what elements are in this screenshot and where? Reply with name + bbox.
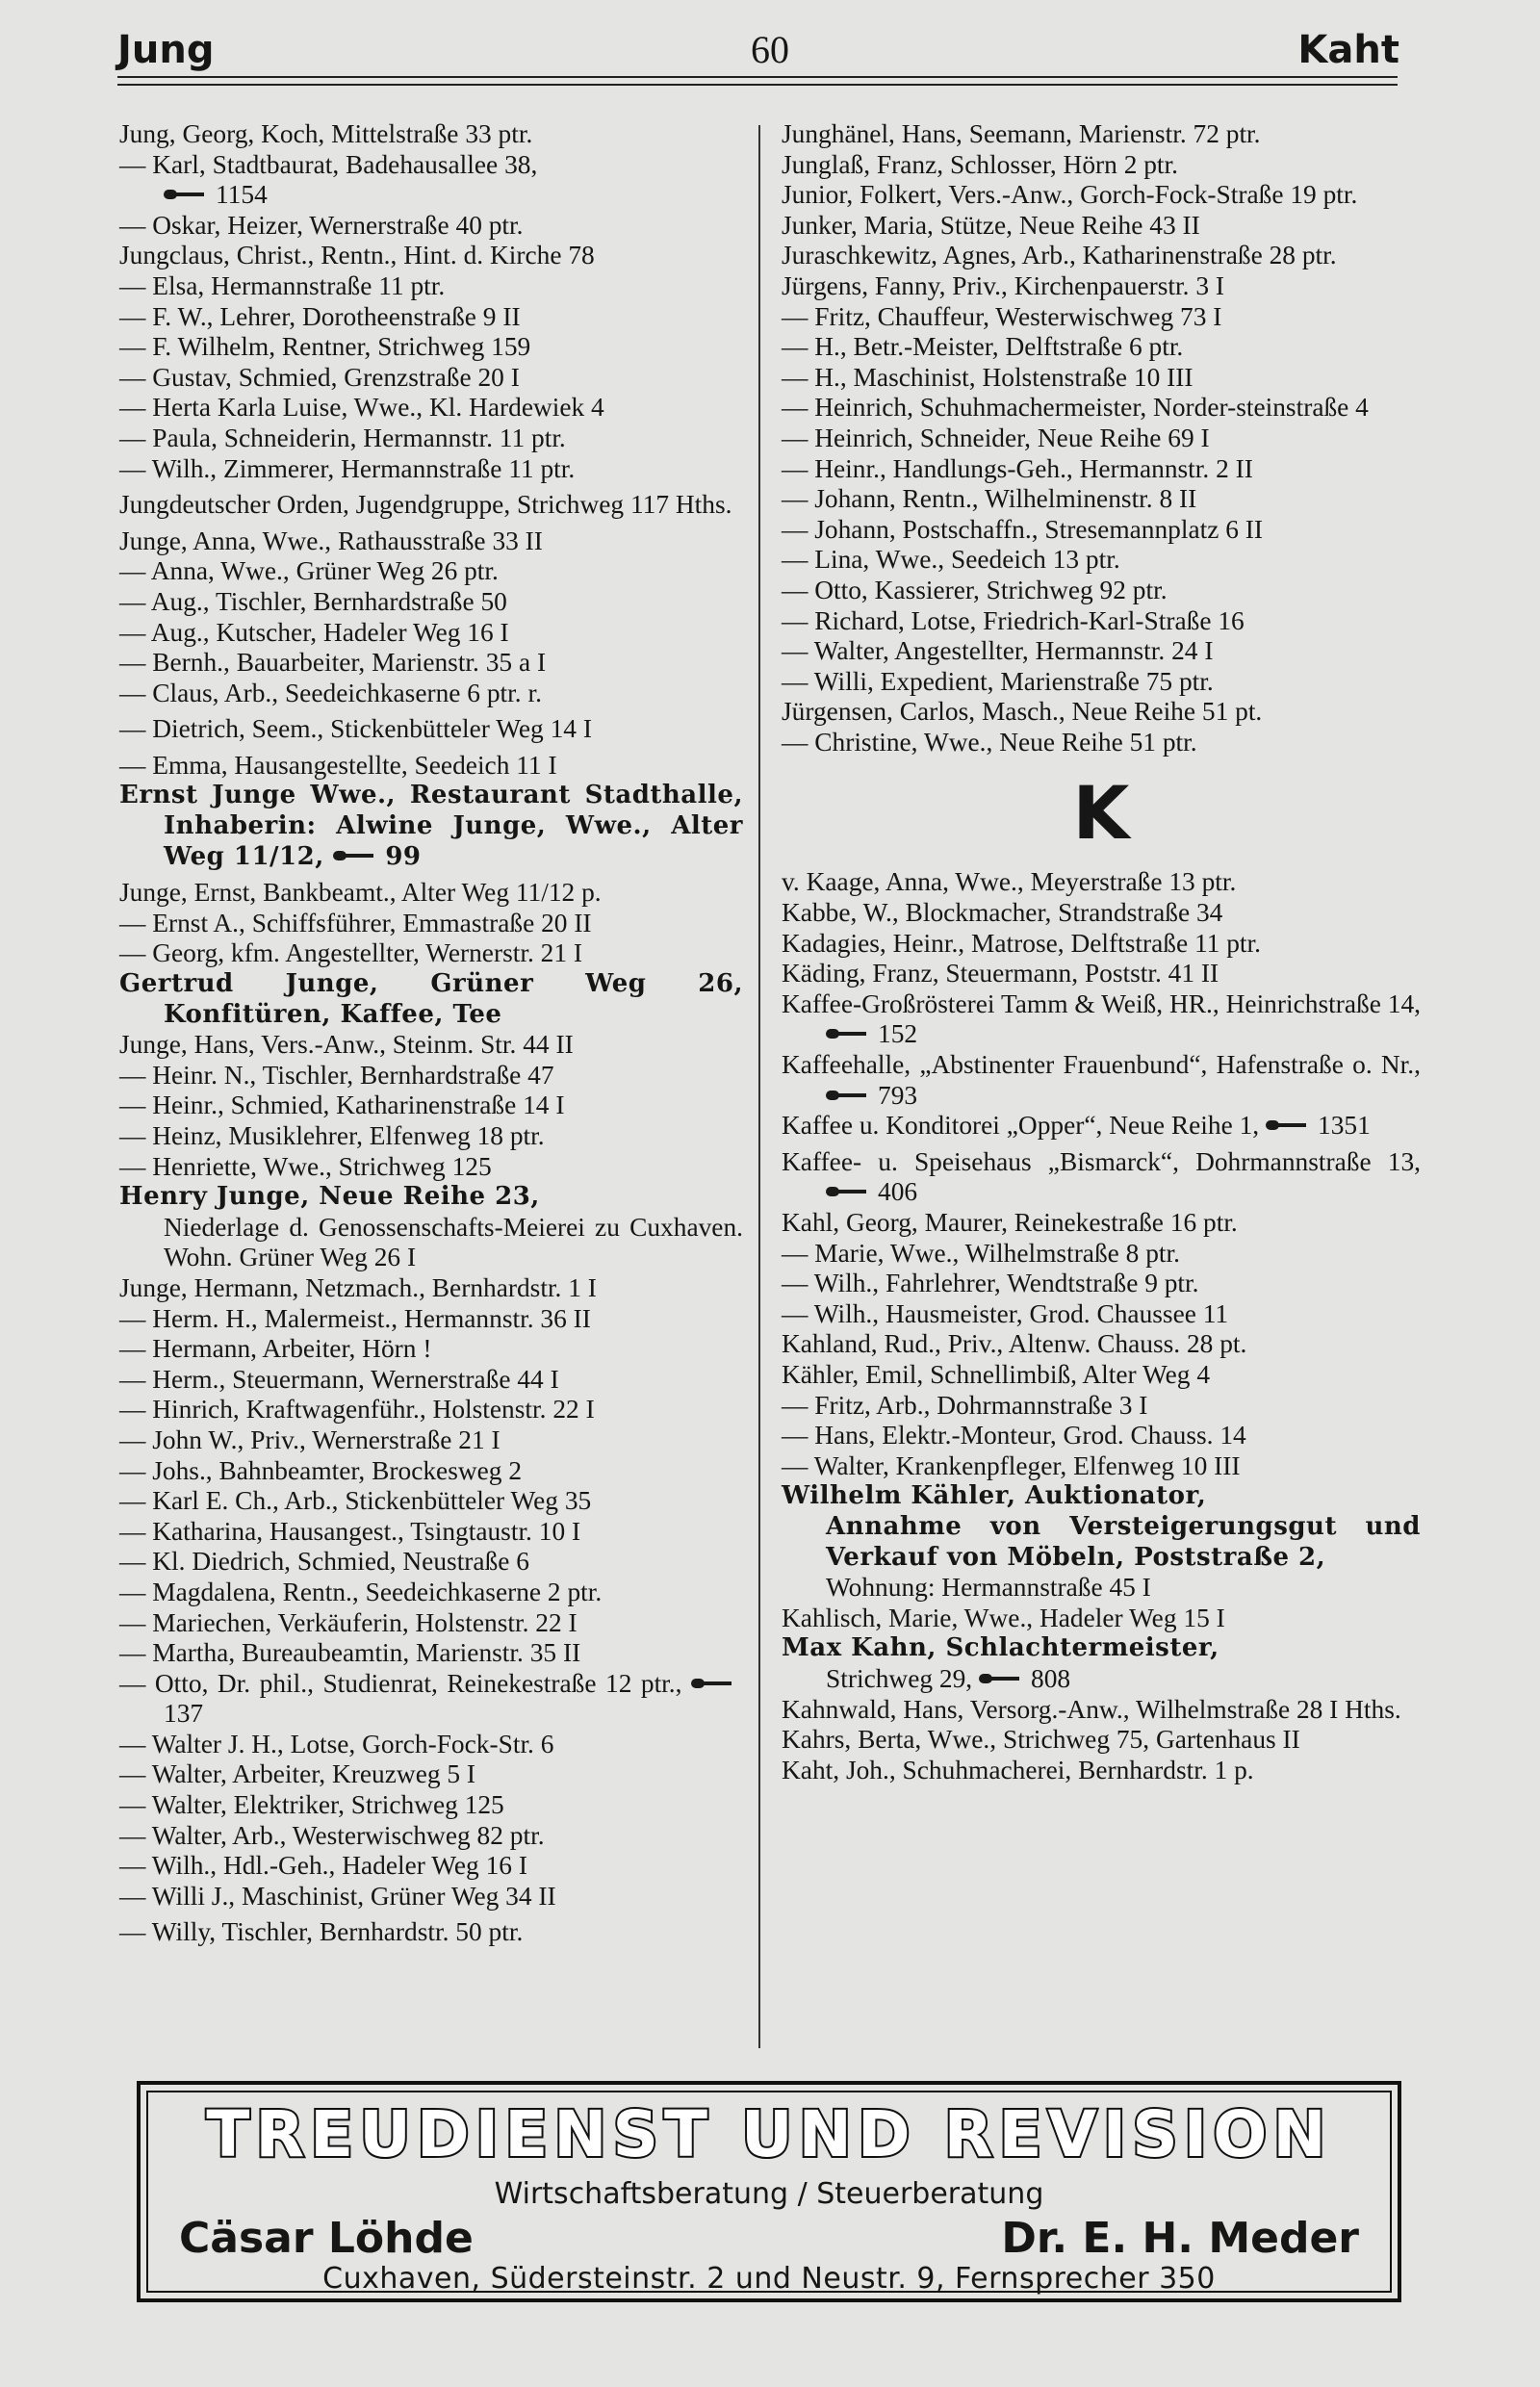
entry-text: Jürgens, Fanny, Priv., Kirchenpauerstr. 3 I	[782, 270, 1224, 300]
entry-text: — Gustav, Schmied, Grenzstraße 20 I	[119, 362, 520, 392]
directory-entry	[782, 332, 1421, 363]
header-last-name: Kaht	[1297, 28, 1399, 72]
directory-entry	[119, 1730, 743, 1760]
telephone-icon	[1266, 1118, 1314, 1132]
directory-entry	[119, 969, 743, 1030]
directory-entry	[119, 424, 743, 454]
entry-text: Wohnung: Hermannstraße 45 I	[826, 1573, 1151, 1603]
directory-entry	[782, 1512, 1421, 1573]
directory-entry	[782, 515, 1421, 546]
directory-entry	[782, 241, 1421, 271]
telephone-icon	[164, 188, 212, 201]
entry-text: — Willi J., Maschinist, Grüner Weg 34 II	[119, 1881, 556, 1911]
directory-entry	[119, 878, 743, 909]
directory-entry	[119, 241, 743, 271]
entry-text: Junge, Hans, Vers.-Anw., Steinm. Str. 44 II	[119, 1030, 574, 1060]
entry-text: Gertrud Junge, Grüner Weg 26, Konfitüren, Kaffee, Tee	[119, 969, 743, 1029]
entry-text: — Martha, Bureaubeamtin, Marienstr. 35 II	[119, 1638, 581, 1668]
entry-text: — Georg, kfm. Angestellter, Wernerstr. 21 I	[119, 938, 583, 968]
directory-entry	[782, 1421, 1421, 1451]
entry-text: — Heinrich, Schneider, Neue Reihe 69 I	[782, 423, 1210, 452]
entry-text: — Fritz, Arb., Dohrmannstraße 3 I	[782, 1390, 1148, 1420]
directory-entry	[782, 606, 1421, 637]
entry-text: — Walter, Elektriker, Strichweg 125	[119, 1790, 504, 1820]
left-column	[119, 119, 743, 1948]
entry-text: Junglaß, Franz, Schlosser, Hörn 2 ptr.	[782, 149, 1178, 179]
entry-text: — Otto, Dr. phil., Studienrat, Reinekestraße 12 ptr.,	[119, 1668, 682, 1698]
directory-entry	[119, 556, 743, 587]
header-first-name: Jung	[117, 28, 215, 72]
advertisement-box	[137, 2081, 1401, 2302]
directory-entry	[782, 454, 1421, 485]
directory-entry	[782, 484, 1421, 515]
phone-number: 152	[878, 1019, 918, 1049]
directory-entry	[782, 667, 1421, 698]
directory-entry	[119, 1456, 743, 1487]
directory-entry	[782, 1269, 1421, 1299]
directory-entry	[782, 1111, 1421, 1142]
directory-entry	[119, 1061, 743, 1091]
header-rule	[117, 76, 1398, 78]
entry-text: — Christine, Wwe., Neue Reihe 51 ptr.	[782, 727, 1197, 757]
directory-entry	[119, 1273, 743, 1304]
advertisement-address: Cuxhaven, Südersteinstr. 2 und Neustr. 9, Fernsprecher 350	[322, 2262, 1216, 2296]
entry-text: — Aug., Kutscher, Hadeler Weg 16 I	[119, 617, 509, 647]
entry-text: — Henriette, Wwe., Strichweg 125	[119, 1151, 492, 1181]
entry-text: Kahlisch, Marie, Wwe., Hadeler Weg 15 I	[782, 1603, 1225, 1632]
directory-entry	[782, 1147, 1421, 1208]
entry-text: Junghänel, Hans, Seemann, Marienstr. 72 ptr.	[782, 119, 1261, 148]
entry-text: — Marie, Wwe., Wilhelmstraße 8 ptr.	[782, 1238, 1180, 1268]
entry-text: Jürgensen, Carlos, Masch., Neue Reihe 51 pt.	[782, 697, 1263, 727]
directory-entry	[782, 1481, 1421, 1512]
entry-text: Annahme von Versteigerungsgut und Verkauf von Möbeln, Poststraße 2,	[826, 1511, 1421, 1572]
directory-entry	[782, 867, 1421, 898]
entry-text: Kaffee-Großrösterei Tamm & Weiß, HR., Heinrichstraße 14,	[782, 988, 1421, 1018]
telephone-icon	[691, 1677, 739, 1690]
entry-text: Junge, Ernst, Bankbeamt., Alter Weg 11/12 p.	[119, 878, 602, 908]
entry-text: — Willi, Expedient, Marienstraße 75 ptr.	[782, 666, 1214, 696]
directory-entry	[119, 1486, 743, 1517]
entry-text: — Johann, Postschaffn., Stresemannplatz 6 II	[782, 514, 1264, 544]
directory-entry	[119, 938, 743, 969]
entry-text: Jungclaus, Christ., Rentn., Hint. d. Kirche 78	[119, 241, 595, 270]
directory-entry	[782, 1299, 1421, 1330]
entry-text: Kadagies, Heinr., Matrose, Delftstraße 11 ptr.	[782, 928, 1261, 958]
directory-entry	[782, 1451, 1421, 1482]
directory-entry	[782, 576, 1421, 606]
phone-number: 137	[164, 1699, 204, 1729]
directory-entry	[782, 898, 1421, 929]
entry-text: Junge, Hermann, Netzmach., Bernhardstr. 1 I	[119, 1272, 597, 1302]
directory-entry	[119, 781, 743, 872]
entry-text: — Willy, Tischler, Bernhardstr. 50 ptr.	[119, 1917, 524, 1947]
entry-text: — Oskar, Heizer, Wernerstraße 40 ptr.	[119, 210, 524, 240]
entry-text: — Kl. Diedrich, Schmied, Neustraße 6	[119, 1547, 529, 1577]
directory-entry	[782, 636, 1421, 667]
entry-text: Käding, Franz, Steuermann, Poststr. 41 II	[782, 959, 1219, 988]
entry-text: Kahnwald, Hans, Versorg.-Anw., Wilhelmstraße 28 I Hths.	[782, 1694, 1401, 1724]
entry-text: Kähler, Emil, Schnellimbiß, Alter Weg 4	[782, 1359, 1211, 1389]
entry-text: — Emma, Hausangestellte, Seedeich 11 I	[119, 750, 557, 780]
directory-entry	[119, 1395, 743, 1425]
telephone-icon	[826, 1027, 874, 1040]
directory-entry	[782, 1208, 1421, 1239]
entry-text: — Karl E. Ch., Arb., Stickenbütteler Weg 35	[119, 1486, 592, 1516]
directory-entry	[782, 929, 1421, 960]
directory-entry	[119, 1030, 743, 1061]
directory-entry	[782, 1050, 1421, 1111]
entry-text: — Anna, Wwe., Grüner Weg 26 ptr.	[119, 556, 499, 586]
entry-text: Strichweg 29,	[826, 1663, 973, 1693]
directory-entry	[119, 1608, 743, 1639]
entry-text: — Magdalena, Rentn., Seedeichkaserne 2 ptr.	[119, 1577, 603, 1606]
entry-text: — F. Wilhelm, Rentner, Strichweg 159	[119, 332, 531, 362]
directory-entry	[119, 1917, 743, 1948]
directory-entry	[782, 697, 1421, 728]
entry-text: — Mariechen, Verkäuferin, Holstenstr. 22 I	[119, 1607, 578, 1637]
entry-text: Niederlage d. Genossenschafts-Meierei zu Cuxhaven. Wohn. Grüner Weg 26 I	[164, 1212, 743, 1272]
directory-entry	[782, 1329, 1421, 1360]
entry-text: — Heinrich, Schuhmachermeister, Norder-steinstraße 4	[782, 393, 1369, 423]
entry-text: Kaffee u. Konditorei „Opper“, Neue Reihe 1,	[782, 1111, 1260, 1141]
entry-text: — F. W., Lehrer, Dorotheenstraße 9 II	[119, 301, 521, 331]
directory-entry	[782, 959, 1421, 989]
entry-text: — Karl, Stadtbaurat, Badehausallee 38,	[119, 149, 538, 179]
entry-text: — Walter J. H., Lotse, Gorch-Fock-Str. 6	[119, 1729, 554, 1758]
entry-text: — Claus, Arb., Seedeichkaserne 6 ptr. r.	[119, 678, 542, 707]
directory-entry	[119, 1213, 743, 1273]
entry-text: — H., Betr.-Meister, Delftstraße 6 ptr.	[782, 332, 1184, 362]
directory-entry	[119, 150, 743, 181]
entry-text: Junior, Folkert, Vers.-Anw., Gorch-Fock-Straße 19 ptr.	[782, 180, 1358, 210]
entry-text: Kahrs, Berta, Wwe., Strichweg 75, Gartenhaus II	[782, 1725, 1300, 1755]
directory-entry	[119, 1121, 743, 1152]
entry-text: — Aug., Tischler, Bernhardstraße 50	[119, 586, 507, 616]
right-column	[782, 119, 1421, 1785]
entry-text: Ernst Junge Wwe., Restaurant Stadthalle, Inhaberin: Alwine Junge, Wwe., Alter Weg 11/12,	[119, 781, 743, 871]
advertisement-name-right: Dr. E. H. Meder	[1001, 2214, 1359, 2263]
directory-entry	[782, 1573, 1421, 1604]
directory-entry	[119, 1334, 743, 1365]
directory-entry	[119, 1091, 743, 1121]
entry-text: — Hinrich, Kraftwagenführ., Holstenstr. 22 I	[119, 1395, 595, 1424]
entry-text: — Paula, Schneiderin, Hermannstr. 11 ptr.	[119, 423, 566, 452]
directory-entry	[782, 1664, 1421, 1695]
directory-entry	[119, 679, 743, 709]
entry-text: — Wilh., Hausmeister, Grod. Chaussee 11	[782, 1298, 1229, 1328]
entry-text: Henry Junge, Neue Reihe 23,	[119, 1182, 540, 1212]
directory-entry	[782, 1360, 1421, 1391]
entry-text: — Bernh., Bauarbeiter, Marienstr. 35 a I	[119, 648, 547, 678]
entry-text: — Hermann, Arbeiter, Hörn !	[119, 1334, 432, 1364]
entry-text: Jung, Georg, Koch, Mittelstraße 33 ptr.	[119, 119, 533, 148]
phone-number: 406	[878, 1177, 918, 1207]
directory-entry	[119, 1425, 743, 1456]
phone-number: 808	[1031, 1663, 1071, 1693]
entry-text: Kahl, Georg, Maurer, Reinekestraße 16 ptr.	[782, 1208, 1238, 1237]
entry-text: — Johs., Bahnbeamter, Brockesweg 2	[119, 1455, 523, 1485]
entry-text: — Fritz, Chauffeur, Westerwischweg 73 I	[782, 301, 1222, 331]
entry-text: — Lina, Wwe., Seedeich 13 ptr.	[782, 545, 1120, 575]
directory-entry	[119, 1821, 743, 1852]
advertisement-name-left: Cäsar Löhde	[179, 2214, 474, 2263]
directory-entry	[119, 1547, 743, 1578]
entry-text: — Elsa, Hermannstraße 11 ptr.	[119, 270, 446, 300]
directory-entry	[119, 714, 743, 745]
directory-entry	[782, 393, 1421, 424]
entry-text: 1154	[216, 180, 268, 210]
entry-text: — Richard, Lotse, Friedrich-Karl-Straße 16	[782, 605, 1245, 635]
directory-entry	[119, 1365, 743, 1396]
entry-text: K	[1072, 770, 1130, 857]
directory-entry	[119, 1882, 743, 1912]
entry-text: — Herta Karla Luise, Wwe., Kl. Hardewiek 4	[119, 393, 604, 423]
entry-text: Juraschkewitz, Agnes, Arb., Katharinenstraße 28 ptr.	[782, 241, 1337, 270]
entry-text: — Ernst A., Schiffsführer, Emmastraße 20 II	[119, 908, 592, 937]
phone-number: 99	[385, 841, 422, 871]
directory-entry	[119, 454, 743, 485]
column-divider	[758, 125, 760, 2048]
directory-entry	[782, 424, 1421, 454]
directory-entry	[119, 1759, 743, 1790]
entry-text: Kaffeehalle, „Abstinenter Frauenbund“, Hafenstraße o. Nr.,	[782, 1050, 1421, 1080]
directory-entry	[119, 302, 743, 333]
directory-entry	[119, 393, 743, 424]
directory-entry	[782, 1604, 1421, 1634]
directory-entry	[782, 150, 1421, 181]
directory-entry	[782, 180, 1421, 211]
entry-text: — Herm. H., Malermeist., Hermannstr. 36 II	[119, 1303, 591, 1333]
entry-text: — Walter, Angestellter, Hermannstr. 24 I	[782, 636, 1214, 666]
entry-text: Kahland, Rud., Priv., Altenw. Chauss. 28 pt.	[782, 1329, 1247, 1359]
entry-text: — Katharina, Hausangest., Tsingtaustr. 10 I	[119, 1516, 581, 1546]
entry-text: — Walter, Krankenpfleger, Elfenweg 10 III	[782, 1450, 1241, 1480]
directory-entry	[782, 1695, 1421, 1726]
directory-entry	[119, 1182, 743, 1213]
directory-entry	[119, 490, 743, 521]
directory-entry	[119, 1517, 743, 1548]
entry-text: Kabbe, W., Blockmacher, Strandstraße 34	[782, 898, 1223, 928]
advertisement-title: TREUDIENST UND REVISION	[206, 2097, 1332, 2171]
entry-text: — John W., Priv., Wernerstraße 21 I	[119, 1424, 500, 1454]
entry-text: Kaht, Joh., Schuhmacherei, Bernhardstr. 1 p.	[782, 1755, 1254, 1784]
telephone-icon	[333, 849, 381, 862]
entry-text: — Herm., Steuermann, Wernerstraße 44 I	[119, 1364, 559, 1394]
entry-text: Wilhelm Kähler, Auktionator,	[782, 1481, 1207, 1511]
directory-entry	[119, 1638, 743, 1669]
directory-entry	[119, 751, 743, 782]
telephone-icon	[826, 1089, 874, 1102]
directory-entry	[119, 332, 743, 363]
directory-entry	[782, 1239, 1421, 1270]
directory-entry	[782, 119, 1421, 150]
directory-entry	[782, 1391, 1421, 1422]
directory-entry	[119, 526, 743, 557]
entry-text: — Heinr. N., Tischler, Bernhardstraße 47	[119, 1060, 554, 1090]
directory-entry	[119, 1152, 743, 1183]
entry-text: — Heinr., Schmied, Katharinenstraße 14 I	[119, 1091, 565, 1120]
entry-text: — Heinz, Musiklehrer, Elfenweg 18 ptr.	[119, 1121, 545, 1150]
entry-text: — Walter, Arb., Westerwischweg 82 ptr.	[119, 1820, 545, 1850]
directory-entry	[119, 1851, 743, 1882]
page-number: 60	[751, 28, 789, 71]
directory-entry	[119, 909, 743, 939]
telephone-icon	[979, 1672, 1027, 1685]
entry-text: — Hans, Elektr.-Monteur, Grod. Chauss. 14	[782, 1421, 1246, 1450]
directory-entry	[119, 1304, 743, 1335]
directory-entry	[782, 363, 1421, 394]
directory-entry	[119, 1790, 743, 1821]
phone-number: 793	[878, 1080, 918, 1110]
entry-text: — Otto, Kassierer, Strichweg 92 ptr.	[782, 575, 1168, 604]
phone-number: 1351	[1318, 1111, 1371, 1141]
entry-text: — Johann, Rentn., Wilhelminenstr. 8 II	[782, 484, 1197, 514]
entry-text: — Wilh., Zimmerer, Hermannstraße 11 ptr.	[119, 453, 576, 483]
directory-entry	[119, 363, 743, 394]
directory-entry	[119, 587, 743, 618]
advertisement-subtitle: Wirtschaftsberatung / Steuerberatung	[494, 2177, 1044, 2211]
entry-text: Jungdeutscher Orden, Jugendgruppe, Strichweg 117 Hths.	[119, 490, 732, 520]
entry-text: Max Kahn, Schlachtermeister,	[782, 1633, 1219, 1663]
telephone-icon	[826, 1185, 874, 1198]
entry-text: — Wilh., Hdl.-Geh., Hadeler Weg 16 I	[119, 1851, 527, 1881]
entry-text: — Heinr., Handlungs-Geh., Hermannstr. 2 II	[782, 453, 1253, 483]
directory-entry	[782, 545, 1421, 576]
entry-text: Junker, Maria, Stütze, Neue Reihe 43 II	[782, 210, 1200, 240]
directory-entry	[782, 728, 1421, 758]
entry-text: — Dietrich, Seem., Stickenbütteler Weg 14 I	[119, 714, 592, 744]
directory-entry	[782, 1756, 1421, 1786]
directory-entry	[119, 648, 743, 679]
directory-entry	[119, 211, 743, 242]
directory-entry	[782, 1725, 1421, 1756]
entry-text: — Walter, Arbeiter, Kreuzweg 5 I	[119, 1759, 476, 1789]
section-letter	[782, 765, 1421, 861]
directory-entry	[119, 119, 743, 150]
directory-entry	[782, 302, 1421, 333]
entry-text: Kaffee- u. Speisehaus „Bismarck“, Dohrmannstraße 13,	[782, 1146, 1421, 1176]
directory-entry	[782, 1633, 1421, 1664]
header-rule	[117, 84, 1398, 86]
directory-entry	[782, 271, 1421, 302]
directory-entry	[782, 211, 1421, 242]
entry-text: Junge, Anna, Wwe., Rathausstraße 33 II	[119, 526, 543, 555]
directory-entry	[119, 1669, 743, 1730]
directory-entry	[119, 618, 743, 649]
directory-entry	[119, 271, 743, 302]
entry-text: v. Kaage, Anna, Wwe., Meyerstraße 13 ptr.	[782, 867, 1237, 897]
page-header	[0, 25, 1540, 83]
entry-text: — H., Maschinist, Holstenstraße 10 III	[782, 362, 1194, 392]
entry-text: — Wilh., Fahrlehrer, Wendtstraße 9 ptr.	[782, 1269, 1199, 1298]
directory-entry	[119, 1578, 743, 1608]
directory-entry	[782, 989, 1421, 1050]
directory-entry	[119, 180, 743, 211]
